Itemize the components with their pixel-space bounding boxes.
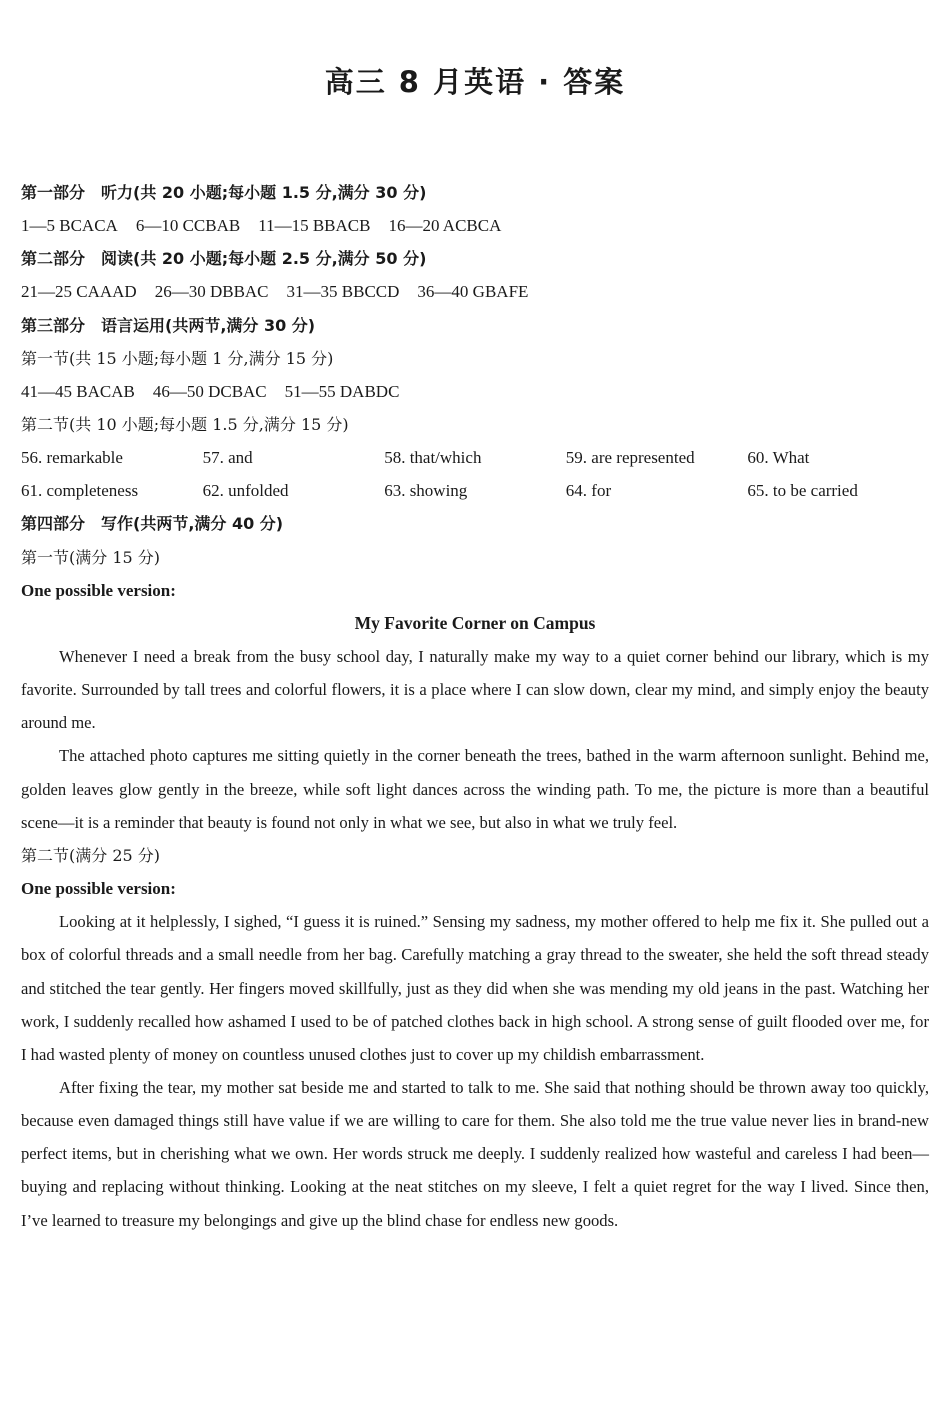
grid-answer: 63. showing <box>384 481 468 501</box>
answer-grid-row <box>21 474 929 507</box>
part2-heading: 第二部分 阅读(共 20 小题;每小题 2.5 分,满分 50 分) <box>21 249 427 269</box>
answer-group: 46—50 DCBAC <box>152 381 267 401</box>
grid-answer: 61. completeness <box>21 481 139 501</box>
version-label: One possible version: <box>21 879 176 899</box>
grid-answer: 57. and <box>202 448 253 468</box>
grid-answer: 62. unfolded <box>202 481 289 501</box>
grid-answer: 64. for <box>565 481 612 501</box>
answer-grid-row <box>21 441 929 474</box>
part3-section2-heading: 第二节(共 10 小题;每小题 1.5 分,满分 15 分) <box>21 414 349 434</box>
answer-group: 51—55 DABDC <box>284 381 400 401</box>
essay-title: My Favorite Corner on Campus <box>354 612 596 633</box>
grid-answer: 65. to be carried <box>747 481 858 501</box>
part3-section1-heading: 第一节(共 15 小题;每小题 1 分,满分 15 分) <box>21 348 334 368</box>
answer-group: 6—10 CCBAB <box>135 216 241 236</box>
essay-paragraph: Whenever I need a break from the busy school day, I naturally make my way to a quiet corner behind our library, which is my favorite. Surrounded by tall trees and colorful flowers, it is a place where I can slow down, clear my mind, and simply enjoy the beauty around me. <box>21 646 929 733</box>
answer-content <box>21 176 929 1237</box>
page-title: 高三 8 月英语 · 答案 <box>324 65 626 99</box>
part3-heading: 第三部分 语言运用(共两节,满分 30 分) <box>21 315 316 335</box>
essay-paragraph: Looking at it helplessly, I sighed, “I guess it is ruined.” Sensing my sadness, my mother offered to help me fix it. She pulled out a box of colorful threads and a small needle from her bag. Carefully matching a gray thread to the sweater, she held the soft thread steady and stitched the tear gently. Her fingers moved skillfully, just as they did when she was mending my old jeans in the past. Watching her work, I suddenly recalled how ashamed I used to be of patched clothes back in high school. A strong sense of guilt flooded over me, for I had wasted plenty of money on countless unused clothes just to cover up my childish embarrassment. <box>21 912 929 1064</box>
grid-answer: 60. What <box>747 448 810 468</box>
part3-section1-answers <box>21 375 929 408</box>
answer-group: 16—20 ACBCA <box>388 216 502 236</box>
part4-section2-heading: 第二节(满分 25 分) <box>21 845 161 865</box>
answer-group: 21—25 CAAAD <box>21 282 137 302</box>
grid-answer: 58. that/which <box>384 448 482 468</box>
part4-heading: 第四部分 写作(共两节,满分 40 分) <box>21 514 284 534</box>
part1-answers <box>21 209 929 242</box>
part2-answers <box>21 275 929 308</box>
answer-group: 1—5 BCACA <box>21 216 118 236</box>
answer-group: 36—40 GBAFE <box>417 282 529 302</box>
essay-paragraph: After fixing the tear, my mother sat beside me and started to talk to me. She said that nothing should be thrown away too quickly, because even damaged things still have value if we are willing to care for them. She also told me the true value never lies in brand-new perfect items, but in cherishing what we own. Her words struck me deeply. I suddenly realized how wasteful and careless I had been—buying and replacing without thinking. Looking at the neat stitches on my sleeve, I felt a quiet regret for the way I lived. Since then, I’ve learned to treasure my belongings and give up the blind chase for endless new goods. <box>21 1077 929 1230</box>
version-label: One possible version: <box>21 580 176 600</box>
answer-group: 26—30 DBBAC <box>154 282 269 302</box>
answer-group: 31—35 BBCCD <box>286 282 400 302</box>
answer-group: 11—15 BBACB <box>258 216 371 236</box>
grid-answer: 59. are represented <box>565 448 695 468</box>
part1-heading: 第一部分 听力(共 20 小题;每小题 1.5 分,满分 30 分) <box>21 183 427 202</box>
grid-answer: 56. remarkable <box>21 448 123 468</box>
part4-section1-heading: 第一节(满分 15 分) <box>21 547 161 567</box>
answer-group: 41—45 BACAB <box>21 381 135 401</box>
essay-paragraph: The attached photo captures me sitting quietly in the corner beneath the trees, bathed in the warm afternoon sunlight. Behind me, golden leaves glow gently in the breeze, while soft light dances across the winding path. To me, the picture is more than a beautiful scene—it is a reminder that beauty is found not only in what we see, but also in what we truly feel. <box>21 746 929 832</box>
